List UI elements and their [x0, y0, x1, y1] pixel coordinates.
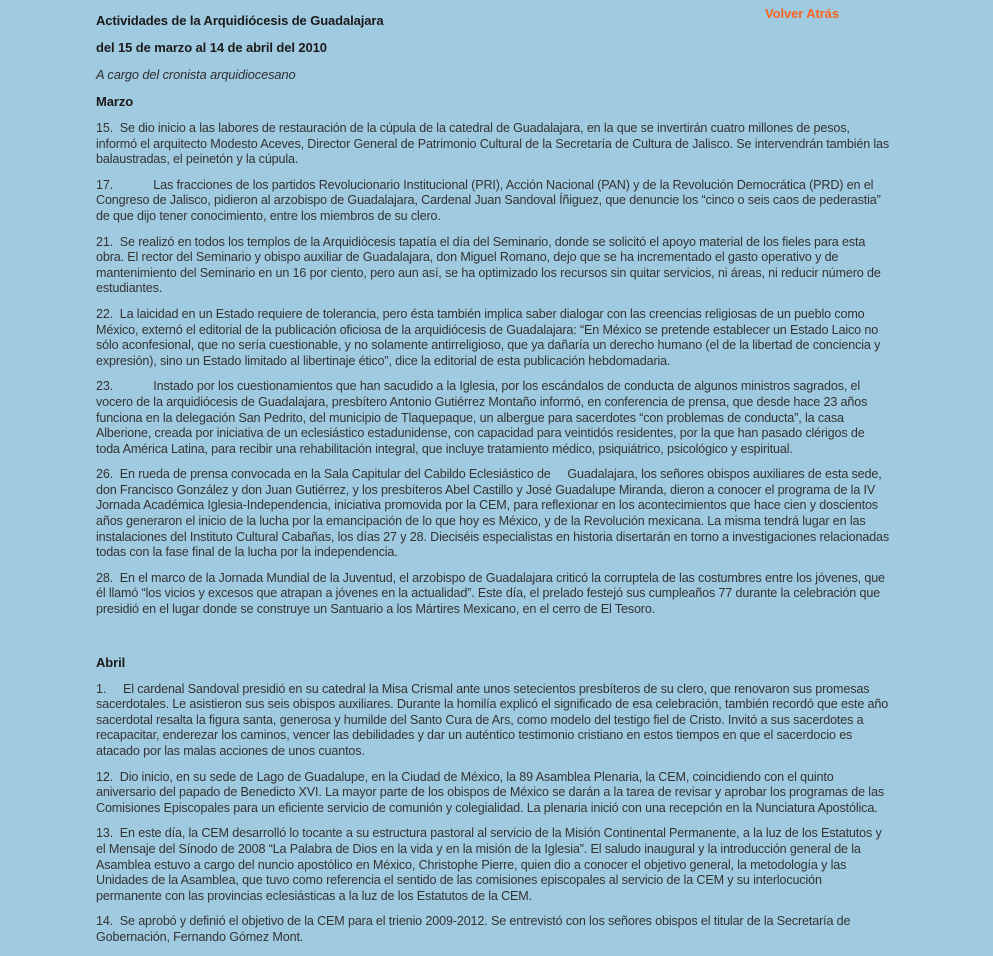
paragraph-abril-12: 12. Dio inicio, en su sede de Lago de Guadalupe, en la Ciudad de México, la 89 Asamblea Plenaria, la CEM, coincidiendo con el quinto aniversario del papado de Benedicto XVI. La mayor parte de los obispos de México se darán a la tarea de revisar y aprobar los programas de las Comisiones Episcopales para un eficiente servicio de comunión y colegialidad. La plenaria inició con una recepción en la Nunciatura Apostólica.	[96, 769, 888, 815]
paragraph-abril-14: 14. Se aprobó y definió el objetivo de la CEM para el trienio 2009-2012. Se entrevistó con los señores obispos el titular de la Secretaría de Gobernación, Fernando Gómez Mont.	[96, 914, 854, 944]
page-title: Actividades de la Arquidiócesis de Guadalajara	[96, 13, 384, 28]
paragraph-marzo-15: 15. Se dio inicio a las labores de restauración de la cúpula de la catedral de Guadalajara, en la que se invertirán cuatro millones de pesos, informó el arquitecto Modesto Aceves, Director General de Patrimonio Cultural de la Secretaría de Cultura de Jalisco. Se intervendrán también las balaustradas, el peinetón y la cúpula.	[96, 121, 893, 167]
paragraph-marzo-28: 28. En el marco de la Jornada Mundial de la Juventud, el arzobispo de Guadalajara criticó la corruptela de las costumbres entre los jóvenes, que él llamó “los vicios y excesos que atrapan a jóvenes en la actualidad”. Este día, el prelado festejó sus cumpleaños 77 durante la celebración que presidió en el lugar donde se construye un Santuario a los Mártires Mexicano, en el cerro de El Tesoro.	[96, 570, 889, 617]
byline: A cargo del cronista arquidiocesano	[96, 67, 296, 82]
paragraph-marzo-17: 17. Las fracciones de los partidos Revolucionario Institucional (PRI), Acción Nacional (PAN) y de la Revolución Democrática (PRD) en el Congreso de Jalisco, pidieron al arzobispo de Guadalajara, Cardenal Juan Sandoval Íñiguez, que denuncie los “cinco o seis caos de pederastia” de que dijo tener conocimiento, entre los miembros de su clero.	[96, 177, 885, 223]
paragraph-marzo-23: 23. Instado por los cuestionamientos que han sacudido a la Iglesia, por los escándalos de conducta de algunos ministros sagrados, el vocero de la arquidiócesis de Guadalajara, presbítero Antonio Gutiérrez Montaño informó, en conferencia de prensa, que desde hace 23 años funciona en la delegación San Pedrito, del municipio de Tlaquepaque, un albergue para sacerdotes “con problemas de conducta”, la casa Alberione, creada por iniciativa de un eclesiástico estadunidense, con capacidad para veintidós residentes, por la que han pasado clérigos de toda América Latina, para recibir una rehabilitación integral, que incluye tratamiento médico, psiquiátrico, psicológico y espiritual.	[96, 379, 871, 456]
paragraph-abril-13: 13. En este día, la CEM desarrolló lo tocante a su estructura pastoral al servicio de la Misión Continental Permanente, a la luz de los Estatutos y el Mensaje del Sínodo de 2008 “La Palabra de Dios en la vida y en la misión de la Iglesia”. El saludo inaugural y la introducción general de la Asamblea estuvo a cargo del nuncio apostólico en México, Christophe Pierre, quien dio a conocer el objetivo general, la metodología y las Unidades de la Asamblea, que tuvo como referencia el sentido de las comisiones episcopales al servicio de la CEM y su interlocución permanente con las provincias eclesiásticas a la luz de los Estatutos de la CEM.	[96, 826, 885, 903]
paragraph-marzo-21: 21. Se realizó en todos los templos de la Arquidiócesis tapatía el día del Seminario, donde se solicitó el apoyo material de los fieles para esta obra. El rector del Seminario y obispo auxiliar de Guadalajara, don Miguel Romano, dejo que se ha incrementado el gasto operativo y de mantenimiento del Seminario en un 16 por ciento, pero aun así, se ha optimizado los recursos sin quitar servicios, ni áreas, ni reducir número de estudiantes.	[96, 234, 885, 296]
paragraph-abril-1: 1. El cardenal Sandoval presidió en su catedral la Misa Crismal ante unos setecientos presbíteros de su clero, que renovaron sus promesas sacerdotales. Le asistieron sus seis obispos auxiliares. Durante la homilía explicó el significado de esa celebración, también recordó que este año sacerdotal resalta la figura santa, generosa y humilde del Santo Cura de Ars, como modelo del testigo fiel de Cristo. Invitó a sus sacerdotes a recapacitar, enderezar los caminos, vencer las debilidades y dar un auténtico testimonio cristiano en estos tiempos en que el sacerdocio es atacado por las malas acciones de unos cuantos.	[96, 681, 892, 758]
section-heading-abril: Abril	[96, 654, 126, 670]
section-heading-marzo: Marzo	[96, 94, 134, 109]
paragraph-marzo-26: 26. En rueda de prensa convocada en la Sala Capitular del Cabildo Eclesiástico de Guadalajara, los señores obispos auxiliares de esta sede, don Francisco González y don Juan Gutiérrez, y los presbíteros Abel Castillo y José Guadalupe Miranda, dieron a conocer el programa de la IV Jornada Académica Iglesia-Independencia, iniciativa promovida por la CEM, para reflexionar en los acontecimientos que hace cien y doscientos años generaron el inicio de la lucha por la emancipación de lo que hoy es México, y de la Revolución mexicana. La misma tendrá lugar en las instalaciones del Instituto Cultural Cabañas, los días 27 y 28. Dieciséis especialistas en historia disertarán en torno a investigaciones relacionadas todas con la fase final de la lucha por la independencia.	[96, 467, 893, 560]
page-subtitle: del 15 de marzo al 14 de abril del 2010	[96, 40, 327, 55]
paragraph-marzo-22: 22. La laicidad en un Estado requiere de tolerancia, pero ésta también implica saber dialogar con las creencias religiosas de un pueblo como México, externó el editorial de la publicación oficiosa de la arquidiócesis de Guadalajara: “En México se pretende establecer un Estado Laico no sólo aconfesional, que no sería cuestionable, y no solamente antirreligioso, que ya dañaría un derecho humano (el de la libertad de conciencia y expresión), sino un Estado limitado al libertinaje ético”, dice la editorial de esta publicación hebdomadaria.	[96, 306, 884, 368]
back-link[interactable]: Volver Atrás	[765, 6, 839, 21]
